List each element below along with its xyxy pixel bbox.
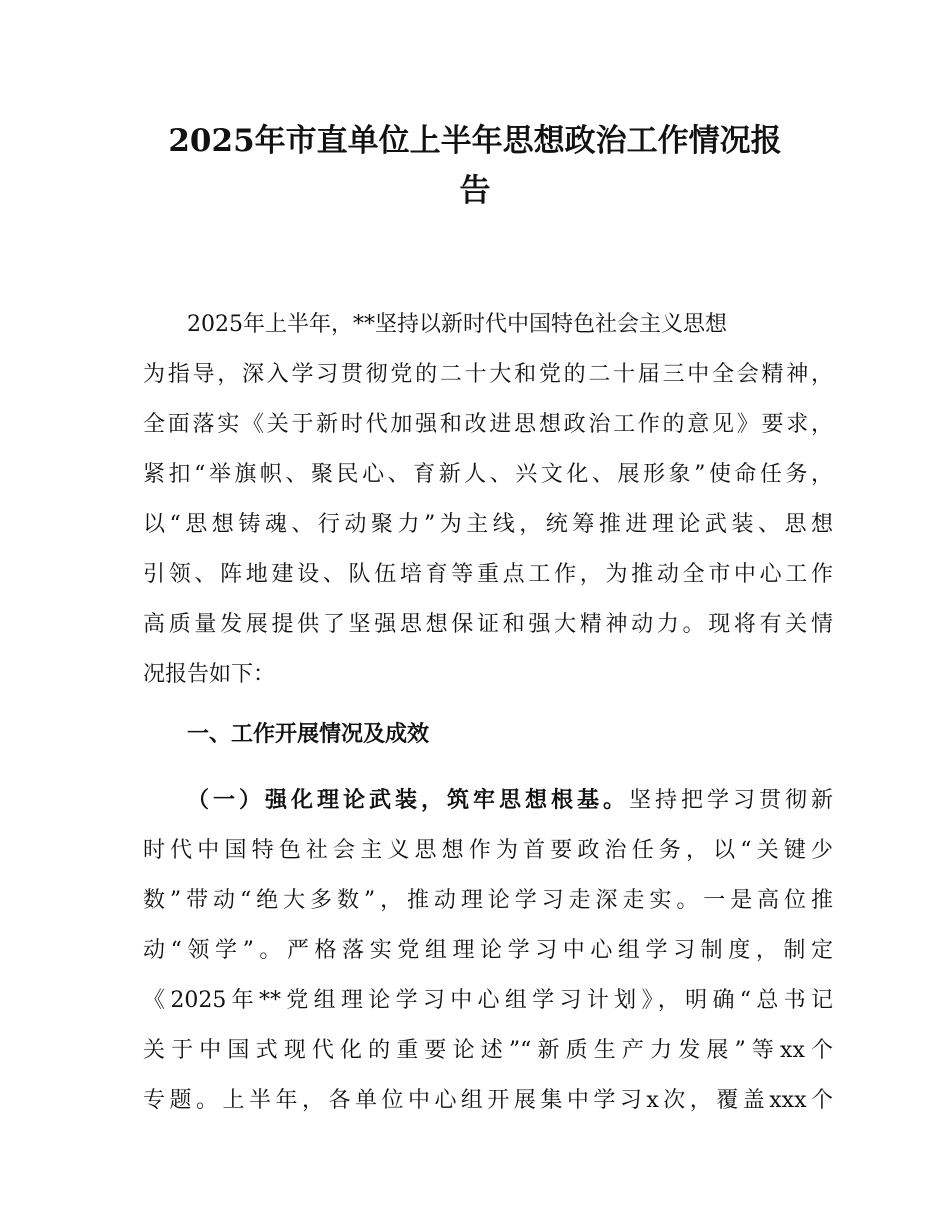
section1-line-7: 专题。上半年，各单位中心组开展集中学习x次，覆盖xxx个 — [143, 1088, 833, 1113]
intro-line-5: 以“思想铸魂、行动聚力”为主线，统筹推进理论武装、思想 — [143, 512, 833, 537]
intro-line-6: 引领、阵地建设、队伍培育等重点工作，为推动全市中心工作 — [143, 562, 833, 587]
title-line-2: 告 — [459, 173, 491, 209]
section1-paragraph — [143, 776, 833, 1126]
intro-line-4: 紧扣“举旗帜、聚民心、育新人、兴文化、展形象”使命任务， — [143, 462, 833, 487]
intro-paragraph — [143, 300, 833, 700]
section1-line-2: 时代中国特色社会主义思想作为首要政治任务，以“关键少 — [143, 838, 833, 863]
section1-lead-heading: （一）强化理论武装，筑牢思想根基。 — [187, 788, 629, 813]
intro-line-3: 全面落实《关于新时代加强和改进思想政治工作的意见》要求， — [143, 412, 833, 437]
section1-line-5: 《2025年**党组理论学习中心组学习计划》，明确“总书记 — [143, 988, 833, 1013]
section-heading-text: 一、工作开展情况及成效 — [187, 722, 430, 747]
intro-line-2: 为指导，深入学习贯彻党的二十大和党的二十届三中全会精神， — [143, 362, 833, 387]
section1-line-3: 数”带动“绝大多数”，推动理论学习走深走实。一是高位推 — [143, 888, 833, 913]
section1-line-1-rest: 坚持把学习贯彻新 — [628, 788, 833, 813]
intro-line-7: 高质量发展提供了坚强思想保证和强大精神动力。现将有关情 — [143, 612, 833, 637]
document-title — [120, 116, 830, 216]
section1-line-6: 关于中国式现代化的重要论述”“新质生产力发展”等xx个 — [143, 1038, 833, 1063]
intro-line-8: 况报告如下： — [143, 662, 276, 687]
section1-line-4: 动“领学”。严格落实党组理论学习中心组学习制度，制定 — [143, 938, 833, 963]
intro-line-1: 2025年上半年，**坚持以新时代中国特色社会主义思想 — [187, 312, 727, 337]
section-heading — [143, 710, 833, 760]
title-line-1: 2025年市直单位上半年思想政治工作情况报 — [168, 123, 782, 159]
section1-line-1 — [143, 776, 833, 826]
